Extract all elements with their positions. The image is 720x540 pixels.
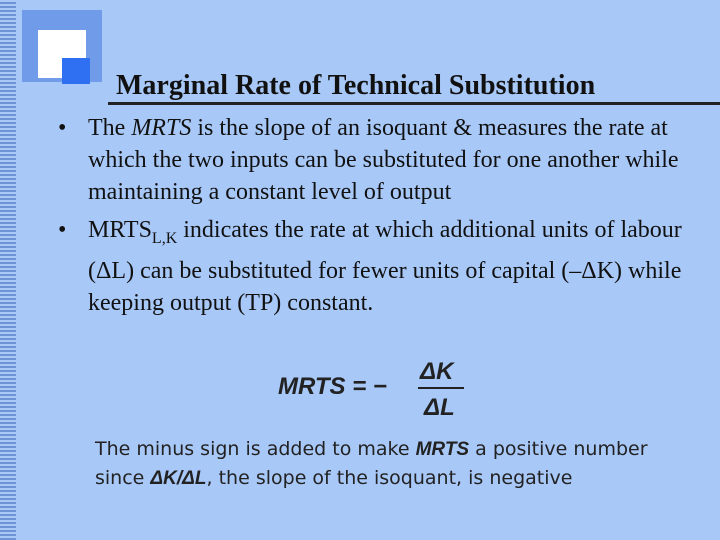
formula-fraction-bar [418, 387, 464, 389]
title-underline [108, 102, 720, 105]
note-part-2: a positive number since [95, 438, 648, 489]
bullet-item-mrts-definition [58, 112, 708, 208]
formula-denominator: ΔL [424, 394, 455, 421]
formula-lhs: MRTS = − [278, 373, 387, 400]
bullet-text-pre: MRTS [88, 217, 152, 243]
bullet-text-pre: The [88, 115, 132, 141]
note-part-3: , the slope of the isoquant, is negative [206, 467, 573, 489]
logo-squares [0, 0, 110, 90]
note-emphasis-slope: ΔK/ΔL [150, 468, 207, 489]
bullet-text-emphasis: MRTS [131, 115, 192, 141]
slide-title: Marginal Rate of Technical Substitution [116, 70, 596, 101]
bullet-text-post: indicates the rate at which additional units of labour (ΔL) can be substituted for fewer units of capital (–ΔK) while keeping output (TP) constant. [88, 217, 682, 316]
note-emphasis-mrts: MRTS [415, 439, 470, 460]
bullet-item-mrts-lk [58, 214, 708, 319]
bullet-text-post: is the slope of an isoquant & measures the rate at which the two inputs can be substituted for one another while maintaining a constant level of output [88, 115, 679, 205]
mrts-formula [278, 358, 478, 428]
mrts-subscript: L,K [151, 230, 178, 247]
bullet-list [58, 112, 708, 325]
minus-sign-note [95, 435, 695, 493]
formula-numerator: ΔK [420, 358, 454, 385]
bullet-marker: • [58, 115, 67, 141]
note-part-1: The minus sign is added to make [95, 438, 416, 460]
logo-square-blue [62, 58, 90, 84]
bullet-marker: • [58, 217, 67, 243]
